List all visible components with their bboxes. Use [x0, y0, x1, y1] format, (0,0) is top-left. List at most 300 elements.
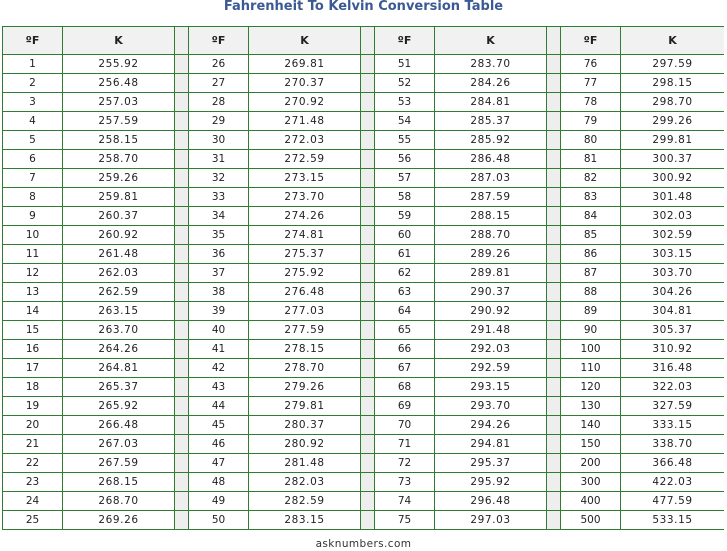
- column-gap: [361, 511, 375, 530]
- fahrenheit-cell: 7: [3, 169, 63, 188]
- kelvin-cell: 284.26: [435, 74, 547, 93]
- column-gap: [175, 27, 189, 55]
- kelvin-cell: 289.81: [435, 264, 547, 283]
- fahrenheit-cell: 11: [3, 245, 63, 264]
- fahrenheit-cell: 300: [561, 473, 621, 492]
- table-row: [3, 492, 725, 511]
- column-gap: [175, 226, 189, 245]
- column-gap: [175, 416, 189, 435]
- kelvin-cell: 303.15: [621, 245, 725, 264]
- kelvin-cell: 272.59: [249, 150, 361, 169]
- column-gap: [175, 93, 189, 112]
- kelvin-cell: 257.03: [63, 93, 175, 112]
- kelvin-cell: 278.15: [249, 340, 361, 359]
- table-row: [3, 454, 725, 473]
- fahrenheit-cell: 140: [561, 416, 621, 435]
- fahrenheit-cell: 69: [375, 397, 435, 416]
- fahrenheit-cell: 84: [561, 207, 621, 226]
- kelvin-cell: 298.15: [621, 74, 725, 93]
- column-gap: [175, 283, 189, 302]
- kelvin-cell: 293.15: [435, 378, 547, 397]
- fahrenheit-cell: 82: [561, 169, 621, 188]
- kelvin-cell: 264.81: [63, 359, 175, 378]
- column-gap: [547, 150, 561, 169]
- header-fahrenheit: ºF: [189, 27, 249, 55]
- kelvin-cell: 265.37: [63, 378, 175, 397]
- column-gap: [175, 435, 189, 454]
- kelvin-cell: 301.48: [621, 188, 725, 207]
- table-header-row: [3, 27, 725, 55]
- kelvin-cell: 263.15: [63, 302, 175, 321]
- kelvin-cell: 274.81: [249, 226, 361, 245]
- fahrenheit-cell: 46: [189, 435, 249, 454]
- kelvin-cell: 283.15: [249, 511, 361, 530]
- kelvin-cell: 298.70: [621, 93, 725, 112]
- column-gap: [361, 55, 375, 74]
- fahrenheit-cell: 500: [561, 511, 621, 530]
- fahrenheit-cell: 31: [189, 150, 249, 169]
- kelvin-cell: 305.37: [621, 321, 725, 340]
- column-gap: [547, 378, 561, 397]
- column-gap: [175, 511, 189, 530]
- column-gap: [547, 264, 561, 283]
- fahrenheit-cell: 89: [561, 302, 621, 321]
- column-gap: [547, 492, 561, 511]
- kelvin-cell: 422.03: [621, 473, 725, 492]
- table-row: [3, 188, 725, 207]
- kelvin-cell: 302.59: [621, 226, 725, 245]
- column-gap: [547, 359, 561, 378]
- header-kelvin: K: [63, 27, 175, 55]
- fahrenheit-cell: 80: [561, 131, 621, 150]
- fahrenheit-cell: 88: [561, 283, 621, 302]
- table-row: [3, 397, 725, 416]
- column-gap: [547, 397, 561, 416]
- column-gap: [547, 226, 561, 245]
- fahrenheit-cell: 54: [375, 112, 435, 131]
- fahrenheit-cell: 28: [189, 93, 249, 112]
- fahrenheit-cell: 66: [375, 340, 435, 359]
- fahrenheit-cell: 1: [3, 55, 63, 74]
- kelvin-cell: 268.15: [63, 473, 175, 492]
- fahrenheit-cell: 4: [3, 112, 63, 131]
- column-gap: [361, 226, 375, 245]
- fahrenheit-cell: 36: [189, 245, 249, 264]
- column-gap: [361, 397, 375, 416]
- conversion-table-container: [2, 26, 724, 530]
- fahrenheit-cell: 3: [3, 93, 63, 112]
- fahrenheit-cell: 83: [561, 188, 621, 207]
- kelvin-cell: 322.03: [621, 378, 725, 397]
- kelvin-cell: 366.48: [621, 454, 725, 473]
- column-gap: [547, 435, 561, 454]
- column-gap: [175, 131, 189, 150]
- column-gap: [361, 283, 375, 302]
- kelvin-cell: 262.59: [63, 283, 175, 302]
- fahrenheit-cell: 17: [3, 359, 63, 378]
- column-gap: [175, 207, 189, 226]
- fahrenheit-cell: 110: [561, 359, 621, 378]
- kelvin-cell: 292.59: [435, 359, 547, 378]
- site-footer: asknumbers.com: [315, 538, 412, 550]
- column-gap: [361, 473, 375, 492]
- fahrenheit-cell: 33: [189, 188, 249, 207]
- fahrenheit-cell: 39: [189, 302, 249, 321]
- kelvin-cell: 273.70: [249, 188, 361, 207]
- column-gap: [175, 112, 189, 131]
- table-row: [3, 150, 725, 169]
- column-gap: [361, 321, 375, 340]
- fahrenheit-cell: 68: [375, 378, 435, 397]
- fahrenheit-cell: 18: [3, 378, 63, 397]
- fahrenheit-cell: 65: [375, 321, 435, 340]
- column-gap: [547, 93, 561, 112]
- kelvin-cell: 297.03: [435, 511, 547, 530]
- table-body: [3, 55, 725, 530]
- kelvin-cell: 260.37: [63, 207, 175, 226]
- fahrenheit-cell: 87: [561, 264, 621, 283]
- fahrenheit-cell: 41: [189, 340, 249, 359]
- kelvin-cell: 265.92: [63, 397, 175, 416]
- fahrenheit-cell: 50: [189, 511, 249, 530]
- fahrenheit-cell: 19: [3, 397, 63, 416]
- kelvin-cell: 316.48: [621, 359, 725, 378]
- kelvin-cell: 267.59: [63, 454, 175, 473]
- fahrenheit-cell: 10: [3, 226, 63, 245]
- kelvin-cell: 280.37: [249, 416, 361, 435]
- column-gap: [547, 188, 561, 207]
- kelvin-cell: 290.92: [435, 302, 547, 321]
- column-gap: [547, 302, 561, 321]
- column-gap: [361, 188, 375, 207]
- fahrenheit-cell: 2: [3, 74, 63, 93]
- column-gap: [175, 74, 189, 93]
- kelvin-cell: 294.81: [435, 435, 547, 454]
- kelvin-cell: 285.92: [435, 131, 547, 150]
- kelvin-cell: 255.92: [63, 55, 175, 74]
- fahrenheit-cell: 42: [189, 359, 249, 378]
- column-gap: [175, 150, 189, 169]
- column-gap: [175, 473, 189, 492]
- column-gap: [361, 93, 375, 112]
- fahrenheit-cell: 5: [3, 131, 63, 150]
- fahrenheit-cell: 200: [561, 454, 621, 473]
- kelvin-cell: 259.81: [63, 188, 175, 207]
- fahrenheit-cell: 75: [375, 511, 435, 530]
- fahrenheit-cell: 43: [189, 378, 249, 397]
- kelvin-cell: 281.48: [249, 454, 361, 473]
- fahrenheit-cell: 72: [375, 454, 435, 473]
- column-gap: [361, 169, 375, 188]
- table-row: [3, 511, 725, 530]
- kelvin-cell: 266.48: [63, 416, 175, 435]
- column-gap: [361, 378, 375, 397]
- fahrenheit-cell: 48: [189, 473, 249, 492]
- kelvin-cell: 296.48: [435, 492, 547, 511]
- fahrenheit-cell: 51: [375, 55, 435, 74]
- kelvin-cell: 327.59: [621, 397, 725, 416]
- kelvin-cell: 288.70: [435, 226, 547, 245]
- kelvin-cell: 284.81: [435, 93, 547, 112]
- table-row: [3, 55, 725, 74]
- fahrenheit-cell: 79: [561, 112, 621, 131]
- table-row: [3, 169, 725, 188]
- kelvin-cell: 276.48: [249, 283, 361, 302]
- fahrenheit-cell: 77: [561, 74, 621, 93]
- fahrenheit-cell: 37: [189, 264, 249, 283]
- fahrenheit-cell: 44: [189, 397, 249, 416]
- kelvin-cell: 278.70: [249, 359, 361, 378]
- column-gap: [175, 188, 189, 207]
- kelvin-cell: 333.15: [621, 416, 725, 435]
- fahrenheit-cell: 25: [3, 511, 63, 530]
- fahrenheit-cell: 59: [375, 207, 435, 226]
- kelvin-cell: 262.03: [63, 264, 175, 283]
- fahrenheit-cell: 62: [375, 264, 435, 283]
- column-gap: [175, 454, 189, 473]
- kelvin-cell: 257.59: [63, 112, 175, 131]
- fahrenheit-cell: 27: [189, 74, 249, 93]
- kelvin-cell: 256.48: [63, 74, 175, 93]
- kelvin-cell: 263.70: [63, 321, 175, 340]
- fahrenheit-cell: 30: [189, 131, 249, 150]
- kelvin-cell: 258.15: [63, 131, 175, 150]
- fahrenheit-cell: 23: [3, 473, 63, 492]
- table-row: [3, 264, 725, 283]
- kelvin-cell: 310.92: [621, 340, 725, 359]
- kelvin-cell: 277.59: [249, 321, 361, 340]
- table-row: [3, 245, 725, 264]
- fahrenheit-cell: 78: [561, 93, 621, 112]
- kelvin-cell: 258.70: [63, 150, 175, 169]
- kelvin-cell: 261.48: [63, 245, 175, 264]
- column-gap: [175, 264, 189, 283]
- column-gap: [175, 492, 189, 511]
- column-gap: [547, 131, 561, 150]
- fahrenheit-cell: 8: [3, 188, 63, 207]
- column-gap: [175, 169, 189, 188]
- kelvin-cell: 290.37: [435, 283, 547, 302]
- kelvin-cell: 295.92: [435, 473, 547, 492]
- kelvin-cell: 299.81: [621, 131, 725, 150]
- page-title: Fahrenheit To Kelvin Conversion Table: [223, 0, 504, 14]
- kelvin-cell: 304.26: [621, 283, 725, 302]
- fahrenheit-cell: 57: [375, 169, 435, 188]
- column-gap: [361, 131, 375, 150]
- column-gap: [361, 74, 375, 93]
- kelvin-cell: 285.37: [435, 112, 547, 131]
- kelvin-cell: 279.26: [249, 378, 361, 397]
- column-gap: [361, 207, 375, 226]
- fahrenheit-cell: 86: [561, 245, 621, 264]
- column-gap: [361, 150, 375, 169]
- kelvin-cell: 294.26: [435, 416, 547, 435]
- kelvin-cell: 273.15: [249, 169, 361, 188]
- table-row: [3, 416, 725, 435]
- column-gap: [361, 112, 375, 131]
- column-gap: [547, 112, 561, 131]
- kelvin-cell: 533.15: [621, 511, 725, 530]
- kelvin-cell: 292.03: [435, 340, 547, 359]
- fahrenheit-cell: 74: [375, 492, 435, 511]
- fahrenheit-cell: 9: [3, 207, 63, 226]
- fahrenheit-cell: 49: [189, 492, 249, 511]
- kelvin-cell: 268.70: [63, 492, 175, 511]
- fahrenheit-cell: 55: [375, 131, 435, 150]
- column-gap: [361, 435, 375, 454]
- fahrenheit-cell: 67: [375, 359, 435, 378]
- fahrenheit-cell: 24: [3, 492, 63, 511]
- table-row: [3, 378, 725, 397]
- fahrenheit-cell: 34: [189, 207, 249, 226]
- fahrenheit-cell: 150: [561, 435, 621, 454]
- column-gap: [175, 397, 189, 416]
- kelvin-cell: 303.70: [621, 264, 725, 283]
- column-gap: [175, 378, 189, 397]
- fahrenheit-cell: 73: [375, 473, 435, 492]
- kelvin-cell: 275.37: [249, 245, 361, 264]
- column-gap: [547, 511, 561, 530]
- fahrenheit-cell: 130: [561, 397, 621, 416]
- kelvin-cell: 299.26: [621, 112, 725, 131]
- kelvin-cell: 282.03: [249, 473, 361, 492]
- column-gap: [361, 340, 375, 359]
- column-gap: [361, 245, 375, 264]
- fahrenheit-cell: 15: [3, 321, 63, 340]
- kelvin-cell: 267.03: [63, 435, 175, 454]
- column-gap: [361, 492, 375, 511]
- kelvin-cell: 302.03: [621, 207, 725, 226]
- fahrenheit-cell: 81: [561, 150, 621, 169]
- kelvin-cell: 297.59: [621, 55, 725, 74]
- fahrenheit-cell: 60: [375, 226, 435, 245]
- table-row: [3, 340, 725, 359]
- column-gap: [547, 454, 561, 473]
- column-gap: [361, 27, 375, 55]
- table-row: [3, 435, 725, 454]
- kelvin-cell: 260.92: [63, 226, 175, 245]
- table-row: [3, 321, 725, 340]
- kelvin-cell: 275.92: [249, 264, 361, 283]
- fahrenheit-cell: 47: [189, 454, 249, 473]
- column-gap: [175, 359, 189, 378]
- fahrenheit-cell: 38: [189, 283, 249, 302]
- kelvin-cell: 279.81: [249, 397, 361, 416]
- kelvin-cell: 338.70: [621, 435, 725, 454]
- column-gap: [547, 207, 561, 226]
- kelvin-cell: 287.03: [435, 169, 547, 188]
- table-row: [3, 283, 725, 302]
- kelvin-cell: 293.70: [435, 397, 547, 416]
- fahrenheit-cell: 61: [375, 245, 435, 264]
- kelvin-cell: 277.03: [249, 302, 361, 321]
- fahrenheit-cell: 40: [189, 321, 249, 340]
- fahrenheit-cell: 58: [375, 188, 435, 207]
- column-gap: [547, 74, 561, 93]
- fahrenheit-cell: 22: [3, 454, 63, 473]
- fahrenheit-cell: 13: [3, 283, 63, 302]
- kelvin-cell: 271.48: [249, 112, 361, 131]
- column-gap: [547, 27, 561, 55]
- fahrenheit-cell: 32: [189, 169, 249, 188]
- fahrenheit-cell: 29: [189, 112, 249, 131]
- column-gap: [175, 321, 189, 340]
- column-gap: [361, 454, 375, 473]
- fahrenheit-cell: 120: [561, 378, 621, 397]
- kelvin-cell: 295.37: [435, 454, 547, 473]
- table-row: [3, 131, 725, 150]
- header-kelvin: K: [249, 27, 361, 55]
- fahrenheit-cell: 400: [561, 492, 621, 511]
- kelvin-cell: 477.59: [621, 492, 725, 511]
- fahrenheit-cell: 20: [3, 416, 63, 435]
- column-gap: [175, 340, 189, 359]
- fahrenheit-cell: 14: [3, 302, 63, 321]
- kelvin-cell: 264.26: [63, 340, 175, 359]
- table-row: [3, 226, 725, 245]
- fahrenheit-cell: 64: [375, 302, 435, 321]
- fahrenheit-cell: 63: [375, 283, 435, 302]
- kelvin-cell: 269.26: [63, 511, 175, 530]
- header-kelvin: K: [621, 27, 725, 55]
- kelvin-cell: 300.92: [621, 169, 725, 188]
- fahrenheit-cell: 76: [561, 55, 621, 74]
- kelvin-cell: 270.37: [249, 74, 361, 93]
- table-row: [3, 359, 725, 378]
- table-row: [3, 74, 725, 93]
- column-gap: [361, 359, 375, 378]
- column-gap: [175, 55, 189, 74]
- table-row: [3, 473, 725, 492]
- table-row: [3, 207, 725, 226]
- column-gap: [361, 416, 375, 435]
- fahrenheit-cell: 71: [375, 435, 435, 454]
- kelvin-cell: 272.03: [249, 131, 361, 150]
- column-gap: [361, 264, 375, 283]
- header-kelvin: K: [435, 27, 547, 55]
- kelvin-cell: 274.26: [249, 207, 361, 226]
- fahrenheit-cell: 6: [3, 150, 63, 169]
- fahrenheit-cell: 16: [3, 340, 63, 359]
- header-fahrenheit: ºF: [375, 27, 435, 55]
- fahrenheit-cell: 56: [375, 150, 435, 169]
- kelvin-cell: 286.48: [435, 150, 547, 169]
- column-gap: [361, 302, 375, 321]
- column-gap: [547, 283, 561, 302]
- column-gap: [547, 340, 561, 359]
- column-gap: [547, 55, 561, 74]
- header-fahrenheit: ºF: [3, 27, 63, 55]
- kelvin-cell: 287.59: [435, 188, 547, 207]
- fahrenheit-cell: 53: [375, 93, 435, 112]
- kelvin-cell: 288.15: [435, 207, 547, 226]
- fahrenheit-cell: 70: [375, 416, 435, 435]
- header-fahrenheit: ºF: [561, 27, 621, 55]
- column-gap: [547, 416, 561, 435]
- fahrenheit-cell: 85: [561, 226, 621, 245]
- fahrenheit-cell: 52: [375, 74, 435, 93]
- table-row: [3, 302, 725, 321]
- table-row: [3, 93, 725, 112]
- column-gap: [547, 245, 561, 264]
- kelvin-cell: 259.26: [63, 169, 175, 188]
- fahrenheit-cell: 45: [189, 416, 249, 435]
- fahrenheit-cell: 12: [3, 264, 63, 283]
- kelvin-cell: 289.26: [435, 245, 547, 264]
- kelvin-cell: 282.59: [249, 492, 361, 511]
- kelvin-cell: 283.70: [435, 55, 547, 74]
- column-gap: [547, 321, 561, 340]
